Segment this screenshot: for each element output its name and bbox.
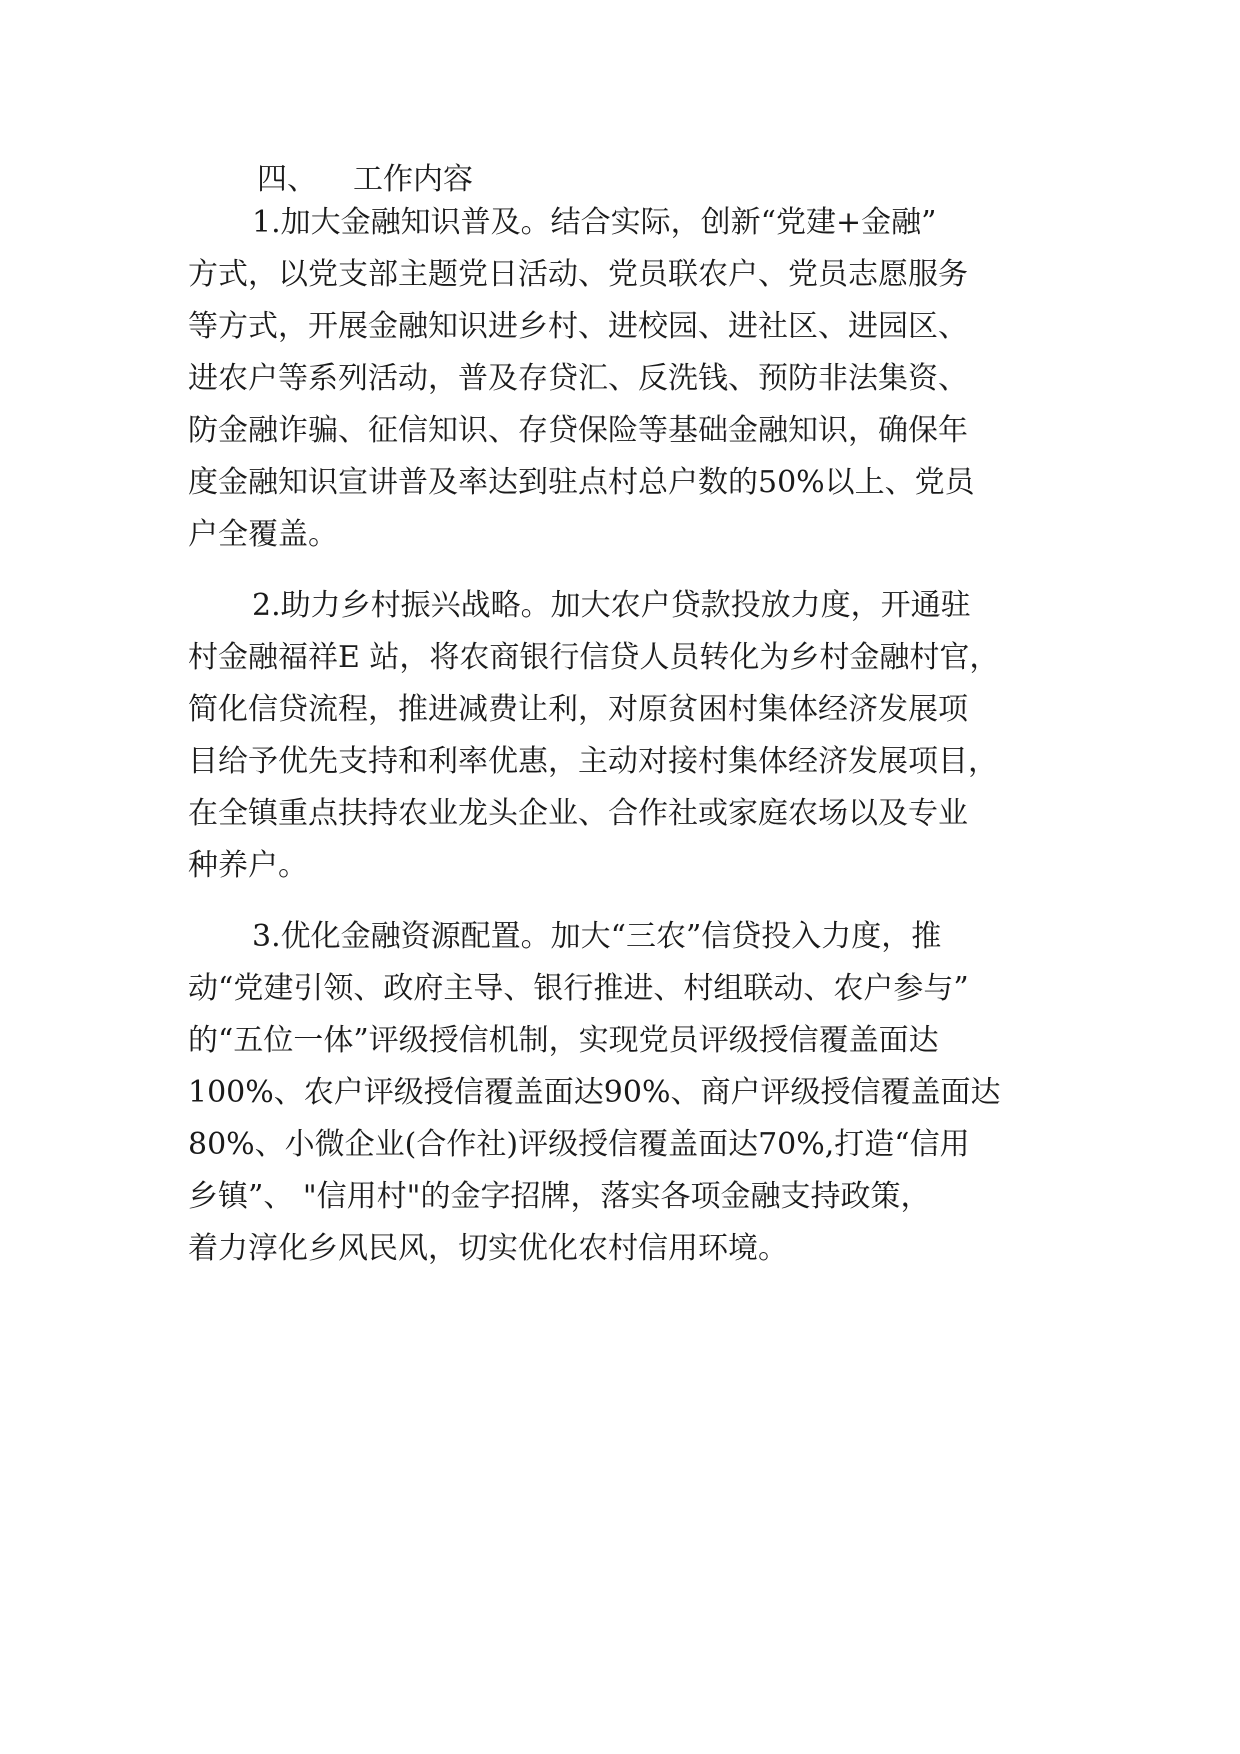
paragraph-line: 简化信贷流程，推进减费让利，对原贫困村集体经济发展项	[188, 692, 968, 727]
paragraph-line: 的“五位一体”评级授信机制，实现党员评级授信覆盖面达	[188, 1023, 939, 1058]
paragraph-line: 等方式，开展金融知识进乡村、进校园、进社区、进园区、	[188, 309, 968, 344]
paragraph-line: 在全镇重点扶持农业龙头企业、合作社或家庭农场以及专业	[188, 796, 968, 831]
section-heading	[257, 158, 473, 202]
section-number: 四、	[257, 162, 317, 197]
section-title: 工作内容	[353, 162, 473, 197]
paragraph-line: 动“党建引领、政府主导、银行推进、村组联动、农户参与”	[188, 971, 969, 1006]
paragraph-line: 1.加大金融知识普及。结合实际，创新“党建+金融”	[252, 205, 937, 240]
paragraph-line: 方式，以党支部主题党日活动、党员联农户、党员志愿服务	[188, 257, 968, 292]
paragraph-line: 乡镇”、 "信用村"的金字招牌，落实各项金融支持政策，	[188, 1179, 931, 1214]
paragraph-line: 目给予优先支持和利率优惠，主动对接村集体经济发展项目，	[188, 744, 998, 779]
paragraph-line: 户全覆盖。	[188, 517, 338, 552]
paragraph-line: 村金融福祥E 站，将农商银行信贷人员转化为乡村金融村官，	[188, 640, 1000, 675]
paragraph-line: 3.优化金融资源配置。加大“三农”信贷投入力度，推	[252, 919, 942, 954]
paragraph-line: 着力淳化乡风民风，切实优化农村信用环境。	[188, 1231, 788, 1266]
paragraph-line: 100%、农户评级授信覆盖面达90%、商户评级授信覆盖面达	[188, 1075, 1001, 1110]
paragraph-line: 进农户等系列活动，普及存贷汇、反洗钱、预防非法集资、	[188, 361, 968, 396]
paragraph-line: 防金融诈骗、征信知识、存贷保险等基础金融知识，确保年	[188, 413, 968, 448]
paragraph-line: 度金融知识宣讲普及率达到驻点村总户数的50%以上、党员	[188, 465, 975, 500]
paragraph-line: 种养户。	[188, 848, 308, 883]
paragraph-line: 80%、小微企业(合作社)评级授信覆盖面达70%,打造“信用	[188, 1127, 970, 1162]
paragraph-line: 2.助力乡村振兴战略。加大农户贷款投放力度，开通驻	[252, 588, 971, 623]
